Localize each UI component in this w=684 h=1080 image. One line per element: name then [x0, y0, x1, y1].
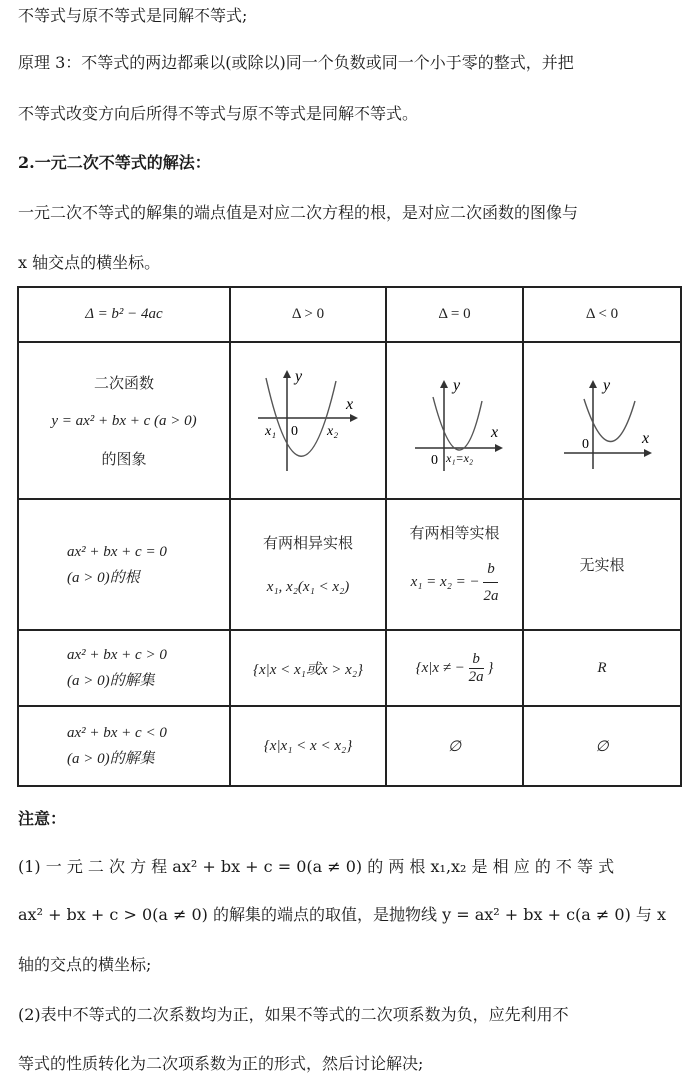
label-text: 二次函数 [93, 373, 154, 392]
label-formula: ax² + bx + c < 0 [67, 725, 167, 741]
header-discriminant: Δ = b² − 4ac [18, 287, 230, 342]
denominator: 2a [468, 668, 484, 685]
note-line: (2)表中不等式的二次系数均为正，如果不等式的二次项系数为负，应先利用不 [18, 1005, 569, 1024]
header-delta-negative: Δ < 0 [523, 287, 681, 342]
cell-text: 有两相等实根 [409, 524, 500, 542]
notes-title: 注意： [18, 809, 67, 828]
header-delta-zero: Δ = 0 [386, 287, 523, 342]
row-label-roots [18, 499, 230, 630]
quadratic-inequality-table [17, 286, 682, 787]
roots-two-equal [386, 499, 523, 630]
parabola-one-root-icon [387, 343, 522, 493]
label-formula: y = ax² + bx + c (a > 0) [51, 412, 197, 429]
note-line: (1) 一 元 二 次 方 程 ax² + bx + c = 0(a ≠ 0) 的 两 根 x₁,x₂ 是 相 应 的 不 等 式 [18, 857, 615, 876]
fraction [469, 651, 484, 686]
table-row-solution-lt [18, 706, 681, 786]
label-text: 的图象 [101, 449, 147, 468]
solution-gt-two-roots: {x|x < x₁或x > x₂} [230, 630, 386, 706]
cell-formula [387, 556, 522, 609]
denominator: 2a [483, 588, 499, 604]
svg-text:0: 0 [582, 437, 589, 452]
solution-lt-one-root: ∅ [386, 706, 523, 786]
svg-text:x: x [642, 430, 650, 447]
paragraph-line: 一元二次不等式的解集的端点值是对应二次方程的根，是对应二次函数的图像与 [18, 203, 579, 222]
roots-two-distinct [230, 499, 386, 630]
label-formula: ax² + bx + c > 0 [67, 647, 167, 663]
header-delta-positive: Δ > 0 [230, 287, 386, 342]
label-formula: (a > 0)的解集 [67, 751, 155, 767]
table-row-solution-gt [18, 630, 681, 706]
cell-formula: x₁, x₂(x₁ < x₂) [266, 578, 350, 595]
svg-text:x₁=x₂: x₁=x₂ [446, 451, 474, 465]
svg-text:y: y [453, 377, 461, 394]
svg-text:0: 0 [291, 424, 298, 439]
numerator: b [469, 651, 484, 669]
graph-no-root [523, 342, 681, 499]
formula-rhs: } [487, 659, 494, 676]
table-row-graph [18, 342, 681, 499]
formula-lhs: x₁ = x₂ = − [410, 573, 480, 590]
solution-gt-no-root: R [523, 630, 681, 706]
paragraph-line: 不等式改变方向后所得不等式与原不等式是同解不等式。 [18, 104, 419, 123]
paragraph-line: 不等式与原不等式是同解不等式; [18, 6, 248, 25]
graph-two-roots [230, 342, 386, 499]
svg-text:x: x [491, 424, 499, 441]
row-label-solution-gt [18, 630, 230, 706]
solution-lt-no-root: ∅ [523, 706, 681, 786]
svg-text:x: x [346, 396, 354, 413]
table-row-roots [18, 499, 681, 630]
solution-lt-two-roots: {x|x₁ < x < x₂} [230, 706, 386, 786]
roots-none: 无实根 [523, 499, 681, 630]
svg-text:x₁: x₁ [265, 424, 277, 439]
paragraph-line: 原理 3：不等式的两边都乘以(或除以)同一个负数或同一个小于零的整式，并把 [18, 53, 574, 72]
label-formula: (a > 0)的解集 [67, 673, 155, 689]
note-line: 等式的性质转化为二次项系数为正的形式，然后讨论解决; [18, 1054, 424, 1073]
note-line: ax² + bx + c > 0(a ≠ 0) 的解集的端点的取值，是抛物线 y = ax² + bx + c(a ≠ 0) 与 x [18, 905, 667, 924]
parabola-two-roots-icon [231, 343, 385, 493]
svg-text:x₂: x₂ [327, 424, 339, 439]
table-header-row [18, 287, 681, 342]
svg-text:0: 0 [431, 453, 438, 468]
svg-text:y: y [295, 368, 303, 385]
note-line: 轴的交点的横坐标; [18, 955, 152, 974]
row-label-graph [18, 342, 230, 499]
parabola-no-root-icon [524, 343, 680, 493]
cell-text: 有两相异实根 [262, 533, 353, 552]
svg-text:y: y [603, 377, 611, 394]
paragraph-line: x 轴交点的横坐标。 [18, 253, 161, 272]
fraction [483, 556, 498, 609]
label-formula: ax² + bx + c = 0 [67, 543, 167, 560]
formula-lhs: {x|x ≠ − [415, 659, 465, 676]
section-heading: 2.一元二次不等式的解法： [18, 153, 211, 172]
row-label-solution-lt [18, 706, 230, 786]
graph-one-root [386, 342, 523, 499]
solution-gt-one-root [386, 630, 523, 706]
label-formula: (a > 0)的根 [67, 569, 140, 586]
numerator: b [483, 556, 498, 583]
